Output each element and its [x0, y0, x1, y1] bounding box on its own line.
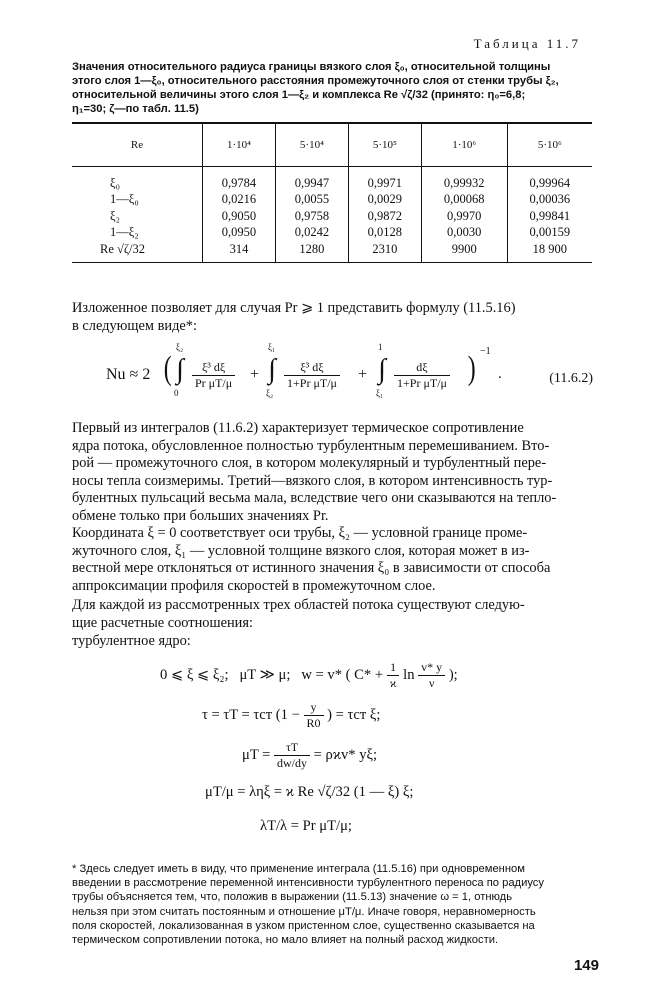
- header-cell: 1·10⁶: [421, 123, 507, 167]
- period: .: [498, 366, 502, 382]
- table-cell: 0,0030: [421, 225, 507, 242]
- formula-part: w = v* ( C* +: [301, 666, 384, 683]
- footnote-line: поля скоростей, локализованная в узком пристенном слое, существенно сказывается на: [72, 919, 535, 932]
- footnote-line: введении в рассмотрение переменной интенсивности турбулентного переноса по радиусу: [72, 877, 544, 890]
- numerator: y: [304, 700, 324, 716]
- table-header-row: [72, 123, 592, 167]
- footnote-line: нельзя при этом считать постоянным и отношение μT/μ. Иначе говоря, неравномерность: [72, 905, 536, 918]
- equation-number: (11.6.2): [549, 371, 593, 386]
- denominator: 1+Pr μT/μ: [397, 376, 447, 390]
- numerator: dξ: [394, 360, 450, 376]
- equation-11-6-2: [100, 342, 600, 406]
- caption-line: относительной величины этого слоя 1—ξ₂ и комплекса Re √ζ/32 (принято: η₀=6,8;: [72, 89, 526, 101]
- row-label: ξ₀: [110, 175, 120, 190]
- table-cell: 0,9970: [421, 208, 507, 225]
- numerator: ξ³ dξ: [284, 360, 340, 376]
- integral-lower: ξ₂: [266, 388, 274, 398]
- table-label: Таблица 11.7: [473, 36, 581, 51]
- subheading: [72, 633, 594, 651]
- text-line: булентных пульсаций весьма мала, вследствие чего они сказываются на тепло-: [72, 490, 557, 506]
- numerator: v* y: [418, 660, 445, 676]
- text-line: ядра потока, обусловленное полностью турбулентным перемешиванием. Вто-: [72, 437, 550, 454]
- table-cell: 0,0055: [275, 192, 348, 209]
- denominator: ϰ: [389, 676, 397, 690]
- denominator: Pr μT/μ: [195, 376, 233, 390]
- table-cell: 0,0242: [275, 225, 348, 242]
- text-line: аппроксимации профиля скоростей в промежуточном слое.: [72, 577, 436, 594]
- text-line: жуточного слоя, ξ₁ — условной толщине вязкого слоя, которая может в из-: [72, 542, 530, 559]
- numerator: τT: [274, 740, 310, 756]
- caption-line: η₁=30; ζ—по табл. 11.5): [72, 103, 199, 115]
- fraction: [418, 660, 445, 691]
- page-number: 149: [573, 957, 599, 974]
- table-cell: 0,99932: [421, 167, 507, 192]
- formula-part: τ = τT = τст (1 −: [202, 706, 300, 723]
- text-line: носы тепла соизмеримы. Третий—вязкого слоя, в котором интенсивность тур-: [72, 472, 553, 489]
- numerator: ξ³ dξ: [192, 360, 235, 376]
- table-row: [72, 225, 592, 242]
- plus-sign: +: [250, 366, 260, 383]
- exponent: −1: [480, 346, 491, 357]
- formula-1: [160, 660, 458, 691]
- text-line: щие расчетные соотношения:: [72, 614, 253, 631]
- integral-lower: ξ₁: [376, 388, 384, 398]
- plus-sign: +: [358, 366, 368, 383]
- text-line: Первый из интегралов (11.6.2) характеризует термическое сопротивление: [72, 420, 524, 436]
- caption-line: этого слоя 1—ξ₀, относительного расстояния промежуточного слоя от стенки трубы ξ₂,: [72, 75, 559, 87]
- integral-upper: ξ₂: [176, 342, 184, 352]
- table-cell: 314: [203, 241, 276, 262]
- text-line: обмене только при больших значениях Pr.: [72, 507, 329, 524]
- fraction: [394, 360, 450, 391]
- table-cell: 0,9872: [348, 208, 421, 225]
- formula-3: [242, 740, 377, 771]
- formula-part: μT ≫ μ;: [239, 666, 291, 683]
- table-row: [72, 167, 592, 192]
- denominator: dw/dy: [277, 756, 308, 770]
- header-cell: 5·10⁴: [275, 123, 348, 167]
- row-label: Re √ζ/32: [72, 241, 203, 262]
- header-cell: 5·10⁵: [348, 123, 421, 167]
- text-line: Изложенное позволяет для случая Pr ⩾ 1 представить формулу (11.5.16): [72, 300, 516, 316]
- intro-paragraph: [72, 300, 594, 335]
- table-cell: 1280: [275, 241, 348, 262]
- data-table: [72, 122, 592, 263]
- table-cell: 0,0950: [203, 225, 276, 242]
- header-cell: 5·10⁶: [507, 123, 592, 167]
- table-row: [72, 208, 592, 225]
- text-line: в следующем виде*:: [72, 317, 197, 334]
- formula-part: ln: [403, 666, 415, 683]
- formula-5: λT/λ = Pr μT/μ;: [260, 818, 352, 834]
- table-cell: 0,00068: [421, 192, 507, 209]
- caption-line: Значения относительного радиуса границы вязкого слоя ξ₀, относительной толщины: [72, 61, 551, 73]
- text-line: вестной мере отклоняться от истинного значения ξ₀ в зависимости от способа: [72, 560, 551, 576]
- table-cell: 0,9784: [203, 167, 276, 192]
- fraction: [304, 700, 324, 731]
- table-cell: 2310: [348, 241, 421, 262]
- table-row: [72, 192, 592, 209]
- fraction: [274, 740, 310, 771]
- formula-4: μT/μ = ληξ = ϰ Re √ζ/32 (1 — ξ) ξ;: [205, 784, 414, 800]
- integral-sign: ∫ ξ₁ ξ₂: [266, 342, 276, 398]
- table-cell: 0,99964: [507, 167, 592, 192]
- text-line: Для каждой из рассмотренных трех областей потока существуют следую-: [72, 597, 525, 613]
- denominator: 1+Pr μT/μ: [287, 376, 337, 390]
- row-label: ξ₂: [110, 208, 120, 223]
- table-cell: 0,9758: [275, 208, 348, 225]
- table-cell: 9900: [421, 241, 507, 262]
- row-label: 1—ξ₀: [110, 192, 139, 207]
- table-cell: 0,00159: [507, 225, 592, 242]
- integral-upper: 1: [378, 342, 383, 352]
- integral-sign: ∫ ξ₂ 0: [174, 342, 184, 398]
- fraction: [387, 660, 400, 691]
- left-paren: (: [163, 350, 172, 387]
- table-row: [72, 241, 592, 262]
- formula-part: = ρϰv* yξ;: [313, 746, 378, 763]
- right-paren: ): [467, 350, 476, 387]
- header-cell: 1·10⁴: [203, 123, 276, 167]
- paragraph-2: [72, 525, 594, 595]
- paragraph-1: [72, 420, 594, 525]
- table-cell: 0,0029: [348, 192, 421, 209]
- footnote: [72, 862, 597, 947]
- table-cell: 0,0128: [348, 225, 421, 242]
- text-line: рой — промежуточного слоя, в котором молекулярный и турбулентный пере-: [72, 455, 547, 471]
- row-label: 1—ξ₂: [110, 225, 139, 240]
- header-cell: Re: [72, 123, 203, 167]
- text-line: Координата ξ = 0 соответствует оси трубы, ξ₂ — условной границе проме-: [72, 525, 528, 541]
- formula-part: 0 ⩽ ξ ⩽ ξ₂;: [160, 666, 229, 683]
- table-cell: 0,9971: [348, 167, 421, 192]
- fraction: [284, 360, 340, 391]
- formula-2: [202, 700, 381, 731]
- denominator: R0: [306, 716, 321, 730]
- table-caption: [72, 60, 592, 116]
- integral-upper: ξ₁: [268, 342, 276, 352]
- integral-lower: 0: [174, 388, 179, 398]
- table-cell: 0,9947: [275, 167, 348, 192]
- table-cell: 0,0216: [203, 192, 276, 209]
- paragraph-3: [72, 597, 594, 632]
- footnote-line: термическом сопротивлении потока, но мало влияет на полный расход жидкости.: [72, 934, 499, 947]
- numerator: 1: [387, 660, 400, 676]
- denominator: ν: [428, 676, 435, 690]
- table-cell: 0,99841: [507, 208, 592, 225]
- footnote-line: * Здесь следует иметь в виду, что применение интеграла (11.5.16) при одновременном: [72, 863, 525, 875]
- table-cell: 0,00036: [507, 192, 592, 209]
- formula-part: ) = τст ξ;: [327, 706, 381, 723]
- table-cell: 0,9050: [203, 208, 276, 225]
- table-cell: 18 900: [507, 241, 592, 262]
- formula-part: μT =: [242, 746, 271, 763]
- formula-part: );: [448, 666, 458, 683]
- text-line: турбулентное ядро:: [72, 633, 191, 649]
- equation-lhs: Nu ≈ 2: [106, 366, 151, 383]
- footnote-line: трубы объясняется тем, что, положив в выражении (11.5.13) значение ω = 1, отнюдь: [72, 891, 513, 904]
- fraction: [192, 360, 235, 391]
- integral-sign: ∫ 1 ξ₁: [376, 342, 386, 398]
